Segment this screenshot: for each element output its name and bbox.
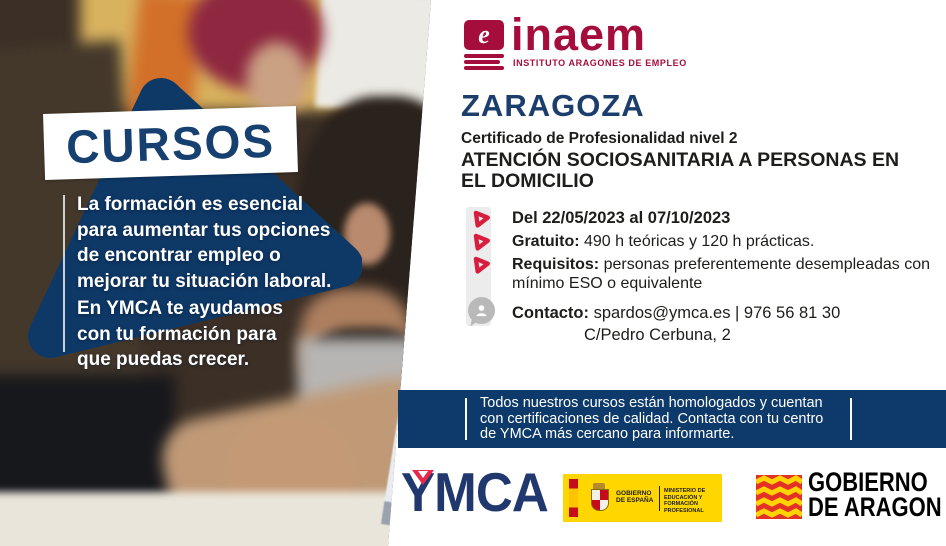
inaem-e-icon: e [464, 20, 504, 50]
banner-line: con certificaciones de calidad. Contacta con tu centro [480, 410, 824, 427]
inaem-wave-icon [464, 54, 504, 58]
ymca-help-line: con tu formación para [77, 323, 277, 345]
ministry-divider [659, 486, 660, 511]
person-icon [474, 303, 489, 318]
city-title: ZARAGOZA [461, 88, 645, 123]
contact-address: C/Pedro Cerbuna, 2 [584, 326, 731, 344]
course-title: ATENCIÓN SOCIOSANITARIA A PERSONAS EN EL DOMICILIO [461, 149, 900, 192]
banner-line: Todos nuestros cursos están homologados y cuentan [480, 395, 823, 411]
bullet-dates-text: Del 22/05/2023 al 07/10/2023 [512, 209, 731, 227]
aragon-government-logo [808, 467, 942, 522]
aragon-line2: DE ARAGON [808, 491, 942, 522]
banner-line: de YMCA más cercano para informarte. [480, 426, 735, 442]
inaem-logo-icon [464, 20, 506, 70]
gobierno-espana-label [616, 490, 653, 504]
ymca-help-line: En YMCA te ayudamos [77, 298, 283, 319]
intro-line: mejorar tu situación laboral. [77, 270, 332, 292]
bullet-free-text: 490 h teóricas y 120 h prácticas. [579, 233, 815, 250]
inaem-logo-name: inaem [511, 9, 647, 60]
triangle-bullet-icon [471, 231, 492, 252]
banner-text [480, 396, 823, 443]
cursos-badge-label: CURSOS [65, 113, 276, 173]
info-banner [398, 390, 946, 448]
aragon-flag-icon [756, 475, 802, 519]
photo-paper [0, 492, 437, 546]
intro-line: para aumentar tus opciones [77, 219, 331, 241]
certificate-subtitle: Certificado de Profesionalidad nivel 2 [461, 130, 738, 147]
ymca-logo: YMCA [401, 461, 548, 523]
triangle-bullet-icon [471, 208, 492, 229]
bullet-requirements-text: personas preferentemente desempleadas con mínimo ESO o equivalente [512, 256, 930, 292]
ymca-help-line: que puedas crecer. [77, 349, 250, 370]
spain-flag-icon [569, 479, 578, 517]
bullet-free [512, 232, 814, 251]
bullet-free-label: Gratuito: [512, 233, 580, 250]
banner-left-rule [465, 398, 467, 440]
ministry-label: MINISTERIO DE EDUCACIÓN Y FORMACIÓN PROFESIONAL [664, 488, 706, 514]
left-text-rule [63, 195, 65, 352]
inaem-logo-subtitle: INSTITUTO ARAGONES DE EMPLEO [513, 58, 687, 68]
contact-email-phone: spardos@ymca.es | 976 56 81 30 [589, 304, 841, 322]
intro-text [77, 192, 367, 294]
contact-person-icon [468, 297, 495, 324]
bullet-requirements-label: Requisitos: [512, 256, 600, 273]
bullet-dates [512, 209, 730, 228]
intro-line: de encontrar empleo o [77, 245, 281, 266]
banner-right-rule [850, 398, 852, 440]
inaem-wave-icon [464, 60, 500, 64]
aragon-line1: GOBIERNO [808, 467, 928, 497]
contact-label: Contacto: [512, 304, 589, 322]
gobierno-line: GOBIERNO [616, 490, 652, 497]
shield-icon [591, 489, 609, 511]
espana-line: DE ESPAÑA [616, 497, 654, 504]
spain-government-logo [563, 474, 722, 522]
contact-block [512, 302, 840, 346]
ymca-triangle-inner-icon [418, 471, 428, 478]
spain-coat-of-arms-icon [587, 481, 611, 515]
inaem-wave-icon [464, 66, 504, 70]
cursos-badge [43, 106, 298, 180]
chat-bubble-tail [470, 319, 478, 327]
ymca-help-text [77, 296, 367, 373]
contact-line1 [512, 302, 840, 324]
triangle-bullet-icon [471, 254, 492, 275]
intro-line: La formación es esencial [77, 194, 303, 215]
bullet-requirements [512, 255, 940, 293]
